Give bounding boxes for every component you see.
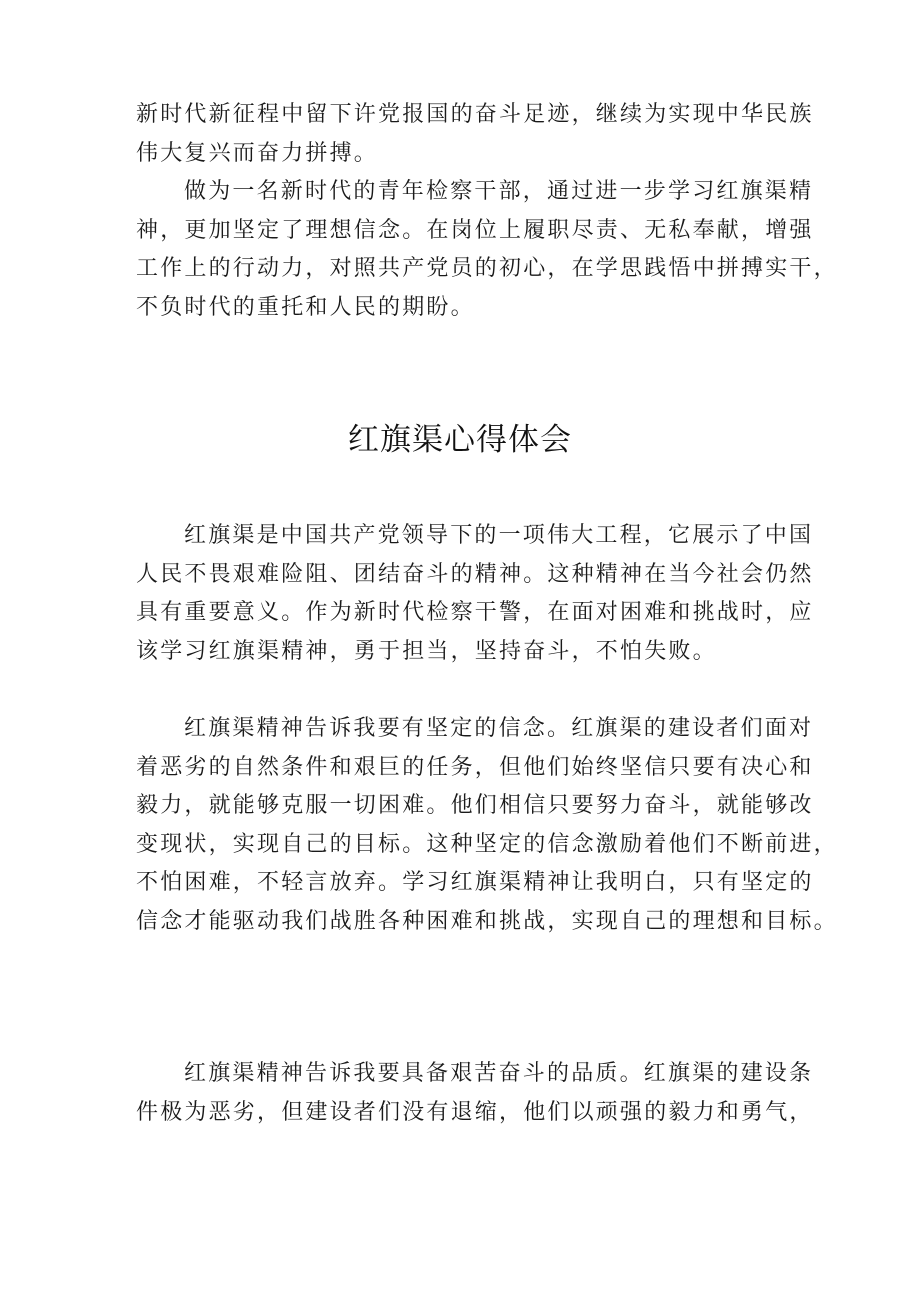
document-title: 红旗渠心得体会 xyxy=(348,422,572,458)
paragraph-intro xyxy=(136,517,814,671)
text-line: 不负时代的重托和人民的期盼。 xyxy=(136,294,475,320)
text-line: 做为一名新时代的青年检察干部，通过进一步学习红旗渠精 xyxy=(184,179,814,204)
text-line: 红旗渠是中国共产党领导下的一项伟大工程，它展示了中国 xyxy=(184,523,814,548)
text-line: 该学习红旗渠精神，勇于担当，坚持奋斗，不怕失败。 xyxy=(136,638,717,664)
text-line: 新时代新征程中留下许党报国的奋斗足迹，继续为实现中华民族 xyxy=(136,102,814,127)
text-line: 件极为恶劣，但建设者们没有退缩，他们以顽强的毅力和勇气， xyxy=(136,1099,814,1125)
text-line: 神，更加坚定了理想信念。在岗位上履职尽责、无私奉献，增强 xyxy=(136,217,814,243)
text-line: 工作上的行动力，对照共产党员的初心，在学思践悟中拼搏实干， xyxy=(136,256,838,281)
paragraph-reflection xyxy=(136,173,838,327)
text-line: 变现状，实现自己的目标。这种坚定的信念激励着他们不断前进， xyxy=(136,831,838,857)
text-line: 毅力，就能够克服一切困难。他们相信只要努力奋斗，就能够改 xyxy=(136,793,814,818)
text-line: 红旗渠精神告诉我要有坚定的信念。红旗渠的建设者们面对 xyxy=(184,716,814,741)
text-line: 人民不畏艰难险阻、团结奋斗的精神。这种精神在当今社会仍然 xyxy=(136,561,814,587)
paragraph-continued xyxy=(136,96,814,173)
text-line: 不怕困难，不轻言放弃。学习红旗渠精神让我明白，只有坚定的 xyxy=(136,870,814,895)
paragraph-belief xyxy=(136,710,838,941)
text-line: 红旗渠精神告诉我要具备艰苦奋斗的品质。红旗渠的建设条 xyxy=(184,1061,814,1086)
text-line: 信念才能驱动我们战胜各种困难和挑战，实现自己的理想和目标。 xyxy=(136,908,838,934)
text-line: 具有重要意义。作为新时代检察干警，在面对困难和挑战时，应 xyxy=(136,600,814,625)
paragraph-hardship xyxy=(136,1055,814,1132)
text-line: 伟大复兴而奋力拼搏。 xyxy=(136,140,379,166)
text-line: 着恶劣的自然条件和艰巨的任务，但他们始终坚信只要有决心和 xyxy=(136,754,814,780)
